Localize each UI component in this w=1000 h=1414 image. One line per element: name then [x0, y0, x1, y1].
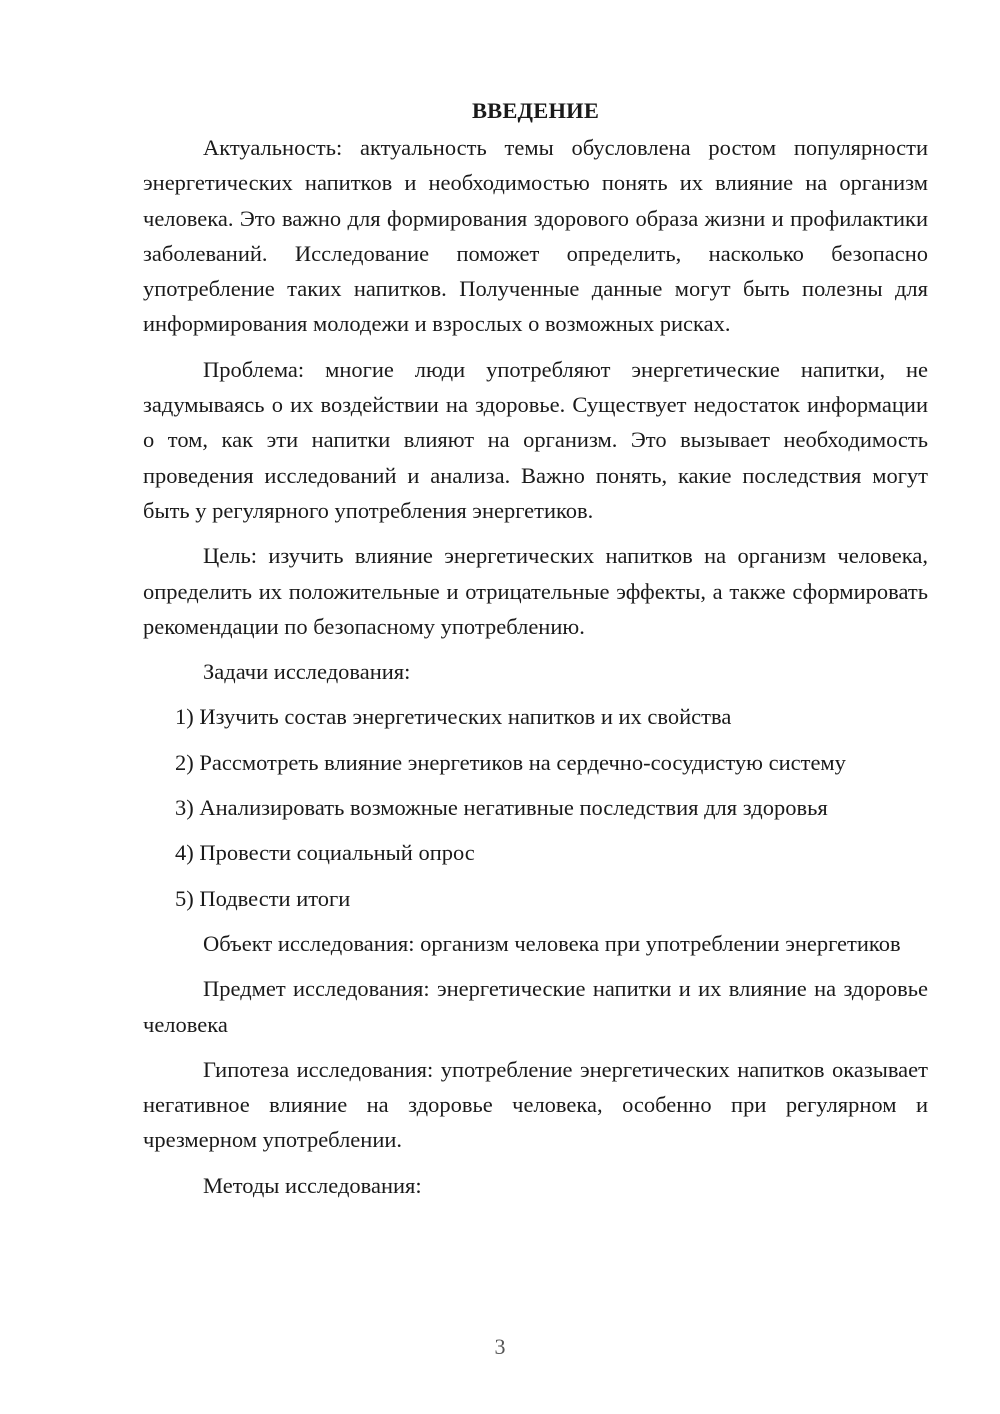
page-number: 3: [494, 1334, 506, 1359]
relevance-paragraph: Актуальность: актуальность темы обусловлена ростом популярности энергетических напитков и необходимостью понять их влияние на организм человека. Это важно для формирования здорового образа жизни и профилактики заболеваний. Исследование поможет определить, насколько безопасно употребление таких напитков. Полученные данные могут быть полезны для информирования молодежи и взрослых о возможных рисках.: [143, 135, 928, 337]
object-paragraph: Объект исследования: организм человека при употреблении энергетиков: [203, 930, 901, 956]
task-item: 4) Провести социальный опрос: [175, 840, 475, 866]
task-item: 3) Анализировать возможные негативные последствия для здоровья: [175, 795, 828, 821]
subject-paragraph: Предмет исследования: энергетические напитки и их влияние на здоровье человека: [143, 976, 928, 1037]
goal-paragraph: Цель: изучить влияние энергетических напитков на организм человека, определить их положительные и отрицательные эффекты, а также сформировать рекомендации по безопасному употреблению.: [143, 543, 928, 639]
task-item: 2) Рассмотреть влияние энергетиков на сердечно-сосудистую систему: [175, 749, 846, 775]
task-item: 5) Подвести итоги: [175, 885, 351, 911]
page-title: ВВЕДЕНИЕ: [471, 98, 600, 123]
methods-heading: Методы исследования:: [203, 1172, 422, 1198]
tasks-list: [143, 699, 928, 915]
document-page: [143, 92, 928, 1203]
problem-paragraph: Проблема: многие люди употребляют энергетические напитки, не задумываясь о их воздействии на здоровье. Существует недостаток информации о том, как эти напитки влияют на организм. Это вызывает необходимость проведения исследований и анализа. Важно понять, какие последствия могут быть у регулярного употребления энергетиков.: [143, 356, 928, 523]
task-item: 1) Изучить состав энергетических напитков и их свойства: [175, 704, 732, 730]
hypothesis-paragraph: Гипотеза исследования: употребление энергетических напитков оказывает негативное влияние на здоровье человека, особенно при регулярном и чрезмерном употреблении.: [143, 1056, 928, 1153]
tasks-heading: Задачи исследования:: [203, 659, 411, 685]
